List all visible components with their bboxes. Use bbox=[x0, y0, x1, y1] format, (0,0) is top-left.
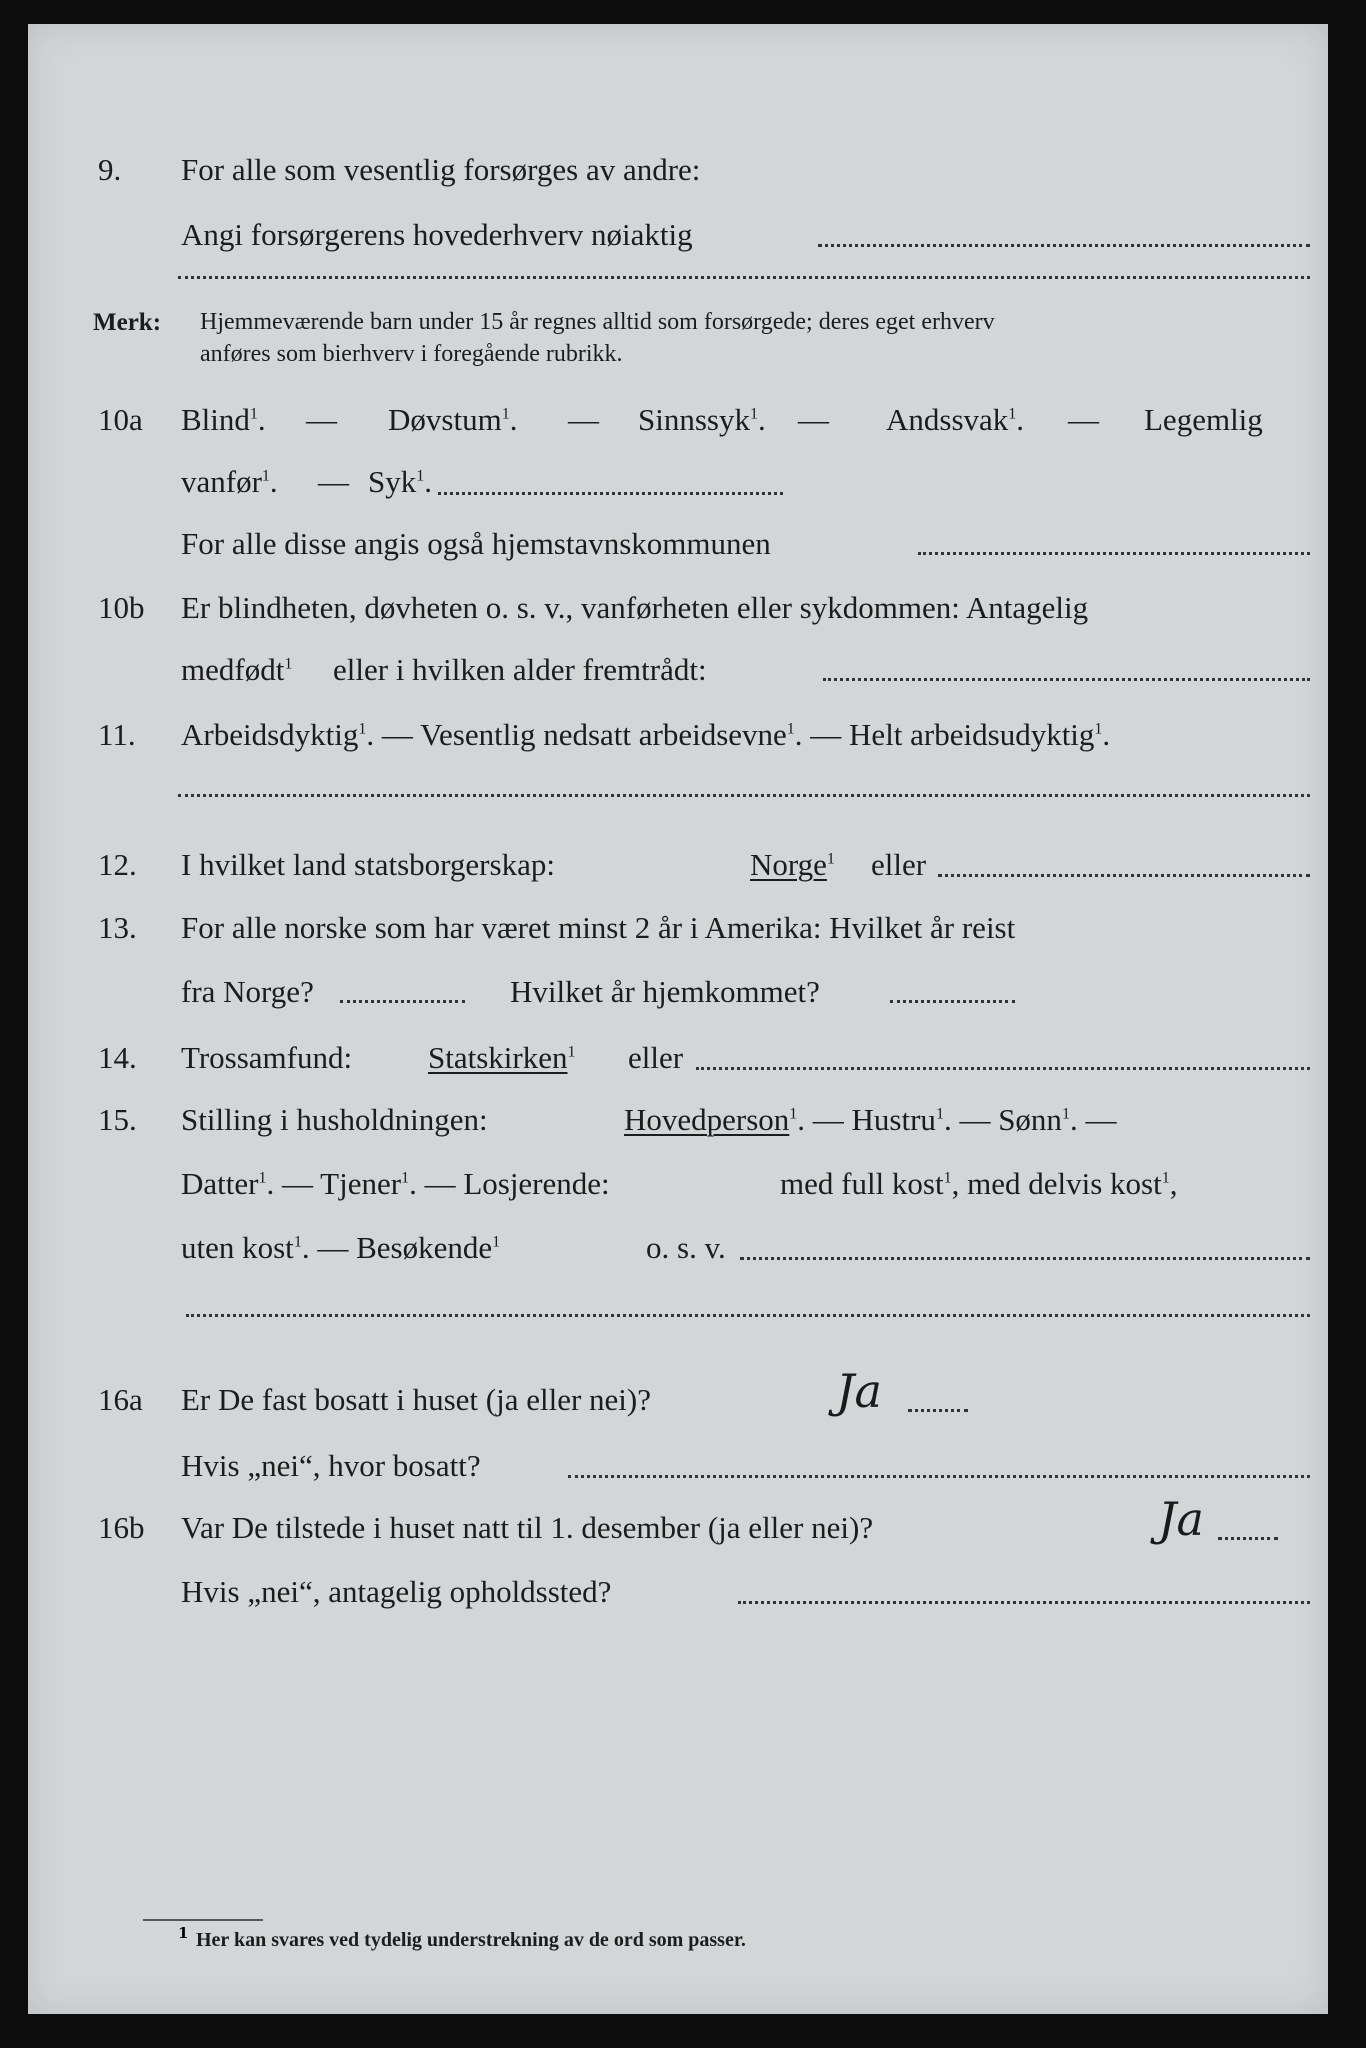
question-number: 11. bbox=[98, 717, 136, 752]
dash: — bbox=[318, 464, 349, 499]
census-form-page bbox=[28, 24, 1328, 2014]
question-number: 14. bbox=[98, 1040, 137, 1075]
option-text: Blind$^1$. bbox=[181, 402, 266, 437]
question-text: eller bbox=[871, 847, 927, 882]
question-text: Angi forsørgerens hovederhverv nøiaktig bbox=[181, 217, 693, 252]
answer-line[interactable] bbox=[908, 1409, 968, 1412]
answer-line[interactable] bbox=[823, 678, 1310, 681]
question-number: 9. bbox=[98, 152, 122, 187]
question-text: Stilling i husholdningen: bbox=[181, 1102, 488, 1137]
option-text: Hovedperson$^1$. — Hustru$^1$. — Sønn$^1$. — bbox=[624, 1102, 1117, 1137]
question-text: eller i hvilken alder fremtrådt: bbox=[333, 652, 707, 687]
footnote-text: Her kan svares ved tydelig understrekning av de ord som passer. bbox=[196, 1929, 746, 1951]
answer-line[interactable] bbox=[696, 1067, 1310, 1070]
question-text: For alle norske som har været minst 2 år i Amerika: Hvilket år reist bbox=[181, 910, 1016, 945]
question-number: 12. bbox=[98, 847, 137, 882]
answer-line[interactable] bbox=[738, 1601, 1310, 1604]
question-text: eller bbox=[628, 1040, 684, 1075]
question-number: 16a bbox=[98, 1382, 143, 1417]
question-text: For alle disse angis også hjemstavnskommunen bbox=[181, 526, 771, 561]
option-text: uten kost$^1$. — Besøkende$^1$ bbox=[181, 1230, 501, 1265]
handwritten-answer[interactable]: Ja bbox=[1158, 1492, 1204, 1546]
question-text: Hvis „nei“, hvor bosatt? bbox=[181, 1448, 481, 1483]
option-text: med full kost$^1$, med delvis kost$^1$, bbox=[780, 1166, 1178, 1201]
handwritten-answer[interactable]: Ja bbox=[836, 1364, 882, 1418]
question-number: 15. bbox=[98, 1102, 137, 1137]
answer-line[interactable] bbox=[178, 794, 1310, 797]
option-text: Norge$^1$ bbox=[750, 847, 835, 882]
question-text: Er blindheten, døvheten o. s. v., vanførheten eller sykdommen: Antagelig bbox=[181, 590, 1089, 625]
footnote-rule bbox=[143, 1919, 263, 1921]
option-text: vanfør$^1$. bbox=[181, 464, 278, 499]
dash: — bbox=[798, 402, 829, 437]
question-number: 10b bbox=[98, 590, 145, 625]
footnote-mark: 1 bbox=[178, 1924, 189, 1942]
answer-line[interactable] bbox=[340, 1000, 465, 1003]
option-text: Syk$^1$. bbox=[368, 464, 432, 499]
dash: — bbox=[306, 402, 337, 437]
question-text: Trossamfund: bbox=[181, 1040, 353, 1075]
question-number: 10a bbox=[98, 402, 143, 437]
option-text: Døvstum$^1$. bbox=[388, 402, 518, 437]
option-text: Sinnssyk$^1$. bbox=[638, 402, 766, 437]
question-text: Var De tilstede i huset natt til 1. desember (ja eller nei)? bbox=[181, 1510, 874, 1545]
note-text: Hjemmeværende barn under 15 år regnes alltid som forsørgede; deres eget erhverv bbox=[200, 309, 995, 335]
answer-line[interactable] bbox=[890, 1000, 1015, 1003]
dash: — bbox=[1068, 402, 1099, 437]
answer-line[interactable] bbox=[938, 874, 1310, 877]
answer-line[interactable] bbox=[818, 244, 1310, 247]
answer-line[interactable] bbox=[918, 552, 1310, 555]
option-text: medfødt$^1$ bbox=[181, 652, 293, 687]
question-number: 13. bbox=[98, 910, 137, 945]
question-text: For alle som vesentlig forsørges av andre: bbox=[181, 152, 701, 187]
note-label: Merk: bbox=[93, 309, 162, 336]
answer-line[interactable] bbox=[1218, 1537, 1278, 1540]
answer-line[interactable] bbox=[186, 1314, 1310, 1317]
question-text: o. s. v. bbox=[646, 1230, 726, 1265]
question-text: Hvilket år hjemkommet? bbox=[510, 974, 820, 1009]
question-text: fra Norge? bbox=[181, 974, 314, 1009]
question-text: I hvilket land statsborgerskap: bbox=[181, 847, 555, 882]
question-text: Hvis „nei“, antagelig opholdssted? bbox=[181, 1574, 612, 1609]
answer-line[interactable] bbox=[178, 276, 1310, 279]
option-text: Legemlig bbox=[1144, 402, 1263, 437]
answer-line[interactable] bbox=[568, 1475, 1310, 1478]
question-text: Er De fast bosatt i huset (ja eller nei)? bbox=[181, 1382, 651, 1417]
option-text: Statskirken$^1$ bbox=[428, 1040, 576, 1075]
option-text: Datter$^1$. — Tjener$^1$. — Losjerende: bbox=[181, 1166, 610, 1201]
question-number: 16b bbox=[98, 1510, 145, 1545]
answer-line[interactable] bbox=[438, 492, 783, 495]
note-text: anføres som bierhverv i foregående rubrikk. bbox=[200, 341, 623, 367]
dash: — bbox=[568, 402, 599, 437]
option-text: Andssvak$^1$. bbox=[886, 402, 1025, 437]
answer-line[interactable] bbox=[740, 1257, 1310, 1260]
option-text: Arbeidsdyktig$^1$. — Vesentlig nedsatt arbeidsevne$^1$. — Helt arbeidsudyktig$^1$. bbox=[181, 717, 1111, 752]
